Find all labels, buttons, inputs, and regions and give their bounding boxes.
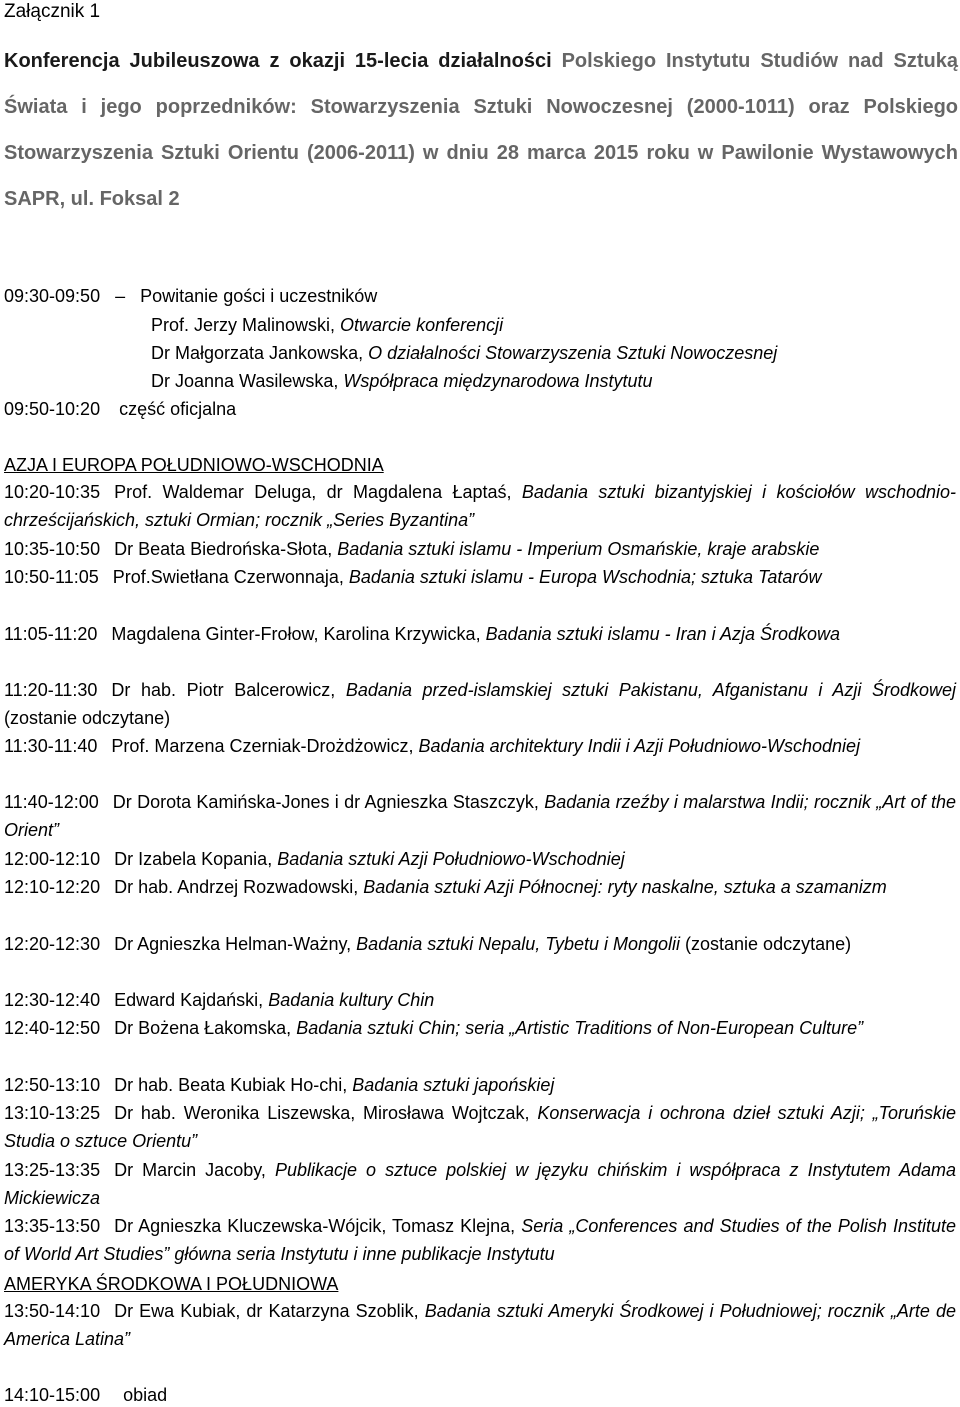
schedule-row [4, 1071, 956, 1099]
talk-title: Badania architektury Indii i Azji Południowo-Wschodniej [418, 736, 861, 756]
opening-time-2: 09:50-10:20 [4, 399, 101, 419]
schedule-row [4, 1212, 956, 1268]
speaker-names: Dr Beata Biedrońska-Słota, [114, 539, 338, 559]
schedule-row [4, 732, 956, 760]
schedule-row [4, 845, 956, 873]
schedule-row [4, 930, 956, 958]
talk-title: Publikacje o sztuce polskiej w języku chińskim i współpraca z Instytutem Adama Mickiewicza [4, 1160, 957, 1208]
schedule-row [4, 788, 956, 844]
schedule-row [4, 535, 956, 563]
speaker-names: Dr Agnieszka Kluczewska-Wójcik, Tomasz Klejna, [114, 1216, 522, 1236]
talk-title: Badania kultury Chin [268, 990, 435, 1010]
schedule-row [4, 1297, 956, 1353]
speaker-names: Prof. Waldemar Deluga, dr Magdalena Łaptaś, [114, 482, 522, 502]
talk-title: Seria „Conferences and Studies of the Polish Institute of World Art Studies” główna seria Instytutu i inne publikacje Instytutu [4, 1216, 957, 1264]
schedule-row [4, 676, 956, 732]
time-slot: 10:35-10:50 [4, 539, 101, 559]
lunch-row [4, 1383, 167, 1407]
time-slot: 12:00-12:10 [4, 849, 101, 869]
talk-title: Badania rzeźby i malarstwa Indii; rocznik „Art of the Orient” [4, 792, 956, 840]
conference-title [4, 38, 958, 222]
opening-row-1 [4, 284, 377, 308]
speaker-topic: Otwarcie konferencji [340, 315, 504, 335]
opening-item-2: część oficjalna [119, 399, 237, 419]
speaker-names: Dr Dorota Kamińska-Jones i dr Agnieszka Staszczyk, [112, 792, 545, 812]
talk-title: Konserwacja i ochrona dzieł sztuki Azji; „Toruńskie Studia o sztuce Orientu” [4, 1103, 956, 1151]
opening-time-1: 09:30-09:50 [4, 286, 101, 306]
schedule-row [4, 1099, 956, 1155]
annex-label: Załącznik 1 [4, 1, 101, 22]
time-slot: 13:50-14:10 [4, 1301, 101, 1321]
speaker-names: Dr Agnieszka Helman-Ważny, [114, 934, 357, 954]
opening-item-1: Powitanie gości i uczestników [140, 286, 378, 306]
speaker-names: Dr hab. Beata Kubiak Ho-chi, [114, 1075, 353, 1095]
speaker-names: Dr Bożena Łakomska, [114, 1018, 297, 1038]
speaker-topic: O działalności Stowarzyszenia Sztuki Nowoczesnej [368, 343, 778, 363]
time-slot: 13:25-13:35 [4, 1160, 101, 1180]
talk-title: Badania sztuki Ameryki Środkowej i Południowej; rocznik „Arte de America Latina” [4, 1301, 956, 1349]
speaker-names: Prof. Marzena Czerniak-Drożdżowicz, [111, 736, 419, 756]
talk-title: Badania sztuki Azji Południowo-Wschodniej [277, 849, 625, 869]
lunch-time: 14:10-15:00 [4, 1385, 101, 1405]
speaker-name: Dr Joanna Wasilewska, [151, 371, 344, 391]
speaker-names: Dr hab. Andrzej Rozwadowski, [114, 877, 364, 897]
speaker-names: Prof.Swietłana Czerwonnaja, [112, 567, 349, 587]
speaker-names: Magdalena Ginter-Frołow, Karolina Krzywicka, [111, 624, 486, 644]
speaker-topic: Współpraca międzynarodowa Instytutu [343, 371, 653, 391]
speaker-names: Edward Kajdański, [114, 990, 269, 1010]
time-slot: 10:20-10:35 [4, 482, 101, 502]
talk-title: Badania sztuki islamu - Imperium Osmańskie, kraje arabskie [337, 539, 820, 559]
speaker-names: Dr Marcin Jacoby, [114, 1160, 275, 1180]
speaker-name: Prof. Jerzy Malinowski, [151, 315, 341, 335]
time-slot: 11:20-11:30 [4, 680, 98, 700]
schedule-row [4, 1156, 956, 1212]
time-slot: 13:35-13:50 [4, 1216, 101, 1236]
opening-speaker-1 [151, 313, 503, 337]
time-slot: 11:30-11:40 [4, 736, 98, 756]
speaker-names: Dr Izabela Kopania, [114, 849, 278, 869]
talk-title: Badania sztuki japońskiej [352, 1075, 555, 1095]
talk-note: (zostanie odczytane) [680, 934, 852, 954]
talk-title: Badania sztuki bizantyjskiej i kościołów wschodnio-chrześcijańskich, sztuki Ormian; rocznik „Series Byzantina” [4, 482, 956, 530]
time-slot: 12:10-12:20 [4, 877, 101, 897]
opening-speaker-3 [151, 369, 653, 393]
dash: – [115, 286, 126, 306]
talk-title: Badania sztuki Chin; seria „Artistic Traditions of Non-European Culture” [296, 1018, 864, 1038]
talk-note: (zostanie odczytane) [4, 708, 171, 728]
time-slot: 11:40-12:00 [4, 792, 99, 812]
title-bold: Konferencja Jubileuszowa z okazji 15-lecia działalności [4, 50, 552, 72]
talk-title: Badania przed-islamskiej sztuki Pakistanu, Afganistanu i Azji Środkowej [345, 680, 957, 700]
schedule-row [4, 1014, 956, 1042]
speaker-names: Dr hab. Piotr Balcerowicz, [111, 680, 346, 700]
talk-title: Badania sztuki islamu - Iran i Azja Środkowa [485, 624, 841, 644]
time-slot: 11:05-11:20 [4, 624, 98, 644]
lunch-label: obiad [123, 1385, 168, 1405]
schedule-row [4, 478, 956, 534]
talk-title: Badania sztuki islamu - Europa Wschodnia; sztuka Tatarów [348, 567, 822, 587]
time-slot: 10:50-11:05 [4, 567, 99, 587]
time-slot: 13:10-13:25 [4, 1103, 101, 1123]
schedule-row [4, 620, 956, 648]
title-rest: Polskiego Instytutu Studiów nad Sztuką Świata i jego poprzedników: Stowarzyszenia Sztuki Nowoczesnej (2000-1011) oraz Polskiego Stowarzyszenia Sztuki Orientu (2006-2011) w dniu 28 marca 2015 roku w Pawilonie Wystawowych SAPR, ul. Foksal 2 [4, 50, 958, 210]
time-slot: 12:20-12:30 [4, 934, 101, 954]
speaker-name: Dr Małgorzata Jankowska, [151, 343, 369, 363]
opening-row-2 [4, 397, 236, 421]
time-slot: 12:40-12:50 [4, 1018, 101, 1038]
section-heading-asia: AZJA I EUROPA POŁUDNIOWO-WSCHODNIA [4, 455, 384, 475]
opening-speaker-2 [151, 341, 777, 365]
speaker-names: Dr hab. Weronika Liszewska, Mirosława Wojtczak, [114, 1103, 538, 1123]
schedule-row [4, 986, 956, 1014]
talk-title: Badania sztuki Nepalu, Tybetu i Mongolii [356, 934, 681, 954]
time-slot: 12:30-12:40 [4, 990, 101, 1010]
talk-title: Badania sztuki Azji Północnej: ryty naskalne, sztuka a szamanizm [363, 877, 887, 897]
time-slot: 12:50-13:10 [4, 1075, 101, 1095]
schedule-row [4, 873, 956, 901]
speaker-names: Dr Ewa Kubiak, dr Katarzyna Szoblik, [114, 1301, 425, 1321]
section-heading-america: AMERYKA ŚRODKOWA I POŁUDNIOWA [4, 1274, 339, 1294]
schedule-row [4, 563, 956, 591]
